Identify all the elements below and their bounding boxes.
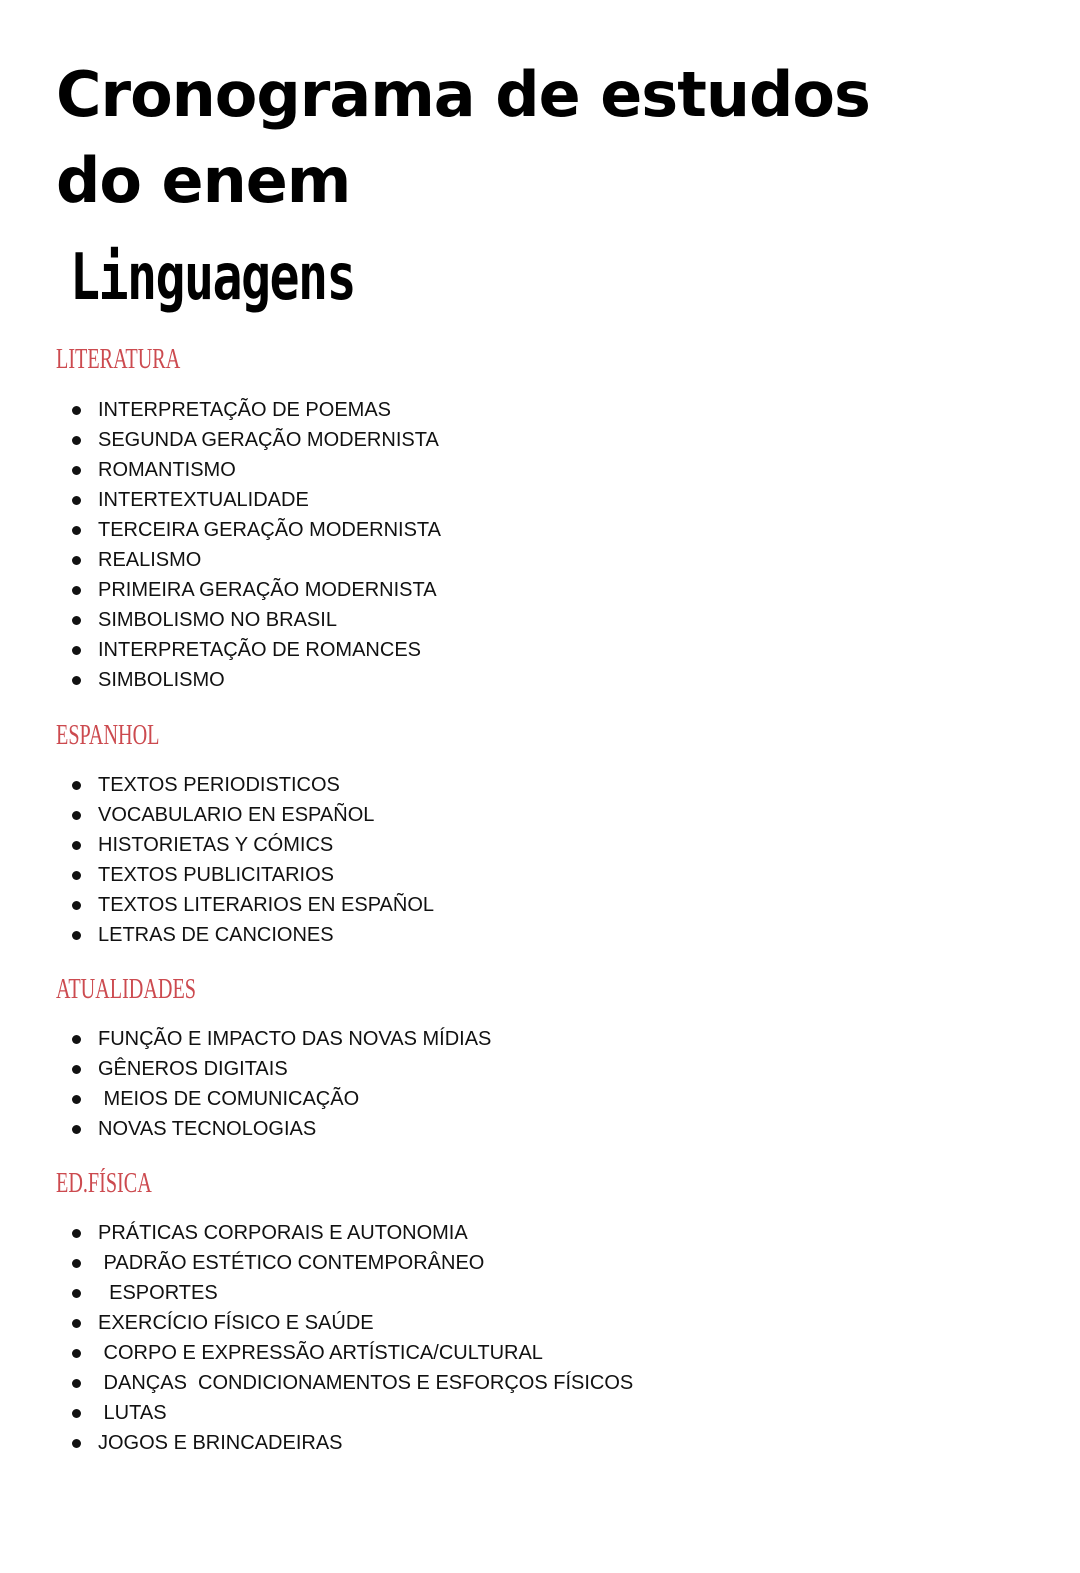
list-item: FUNÇÃO E IMPACTO DAS NOVAS MÍDIAS (0, 1024, 491, 1054)
list-item: PRIMEIRA GERAÇÃO MODERNISTA (0, 575, 441, 605)
list-item: SEGUNDA GERAÇÃO MODERNISTA (0, 425, 441, 455)
list-item: MEIOS DE COMUNICAÇÃO (0, 1084, 491, 1114)
list-item: HISTORIETAS Y CÓMICS (0, 830, 434, 860)
list-item: EXERCÍCIO FÍSICO E SAÚDE (0, 1308, 633, 1338)
list-item: TEXTOS PUBLICITARIOS (0, 860, 434, 890)
list-item: TERCEIRA GERAÇÃO MODERNISTA (0, 515, 441, 545)
list-item: JOGOS E BRINCADEIRAS (0, 1428, 633, 1458)
list-item: ROMANTISMO (0, 455, 441, 485)
list-item: LUTAS (0, 1398, 633, 1428)
section-heading-literatura: LITERATURA (56, 344, 181, 375)
list-item: TEXTOS LITERARIOS EN ESPAÑOL (0, 890, 434, 920)
list-item: CORPO E EXPRESSÃO ARTÍSTICA/CULTURAL (0, 1338, 633, 1368)
page-title: Cronograma de estudos do enem (56, 58, 870, 217)
topic-list-literatura (0, 395, 441, 695)
list-item: ESPORTES (0, 1278, 633, 1308)
list-item: REALISMO (0, 545, 441, 575)
topic-list-atualidades (0, 1024, 491, 1144)
list-item: TEXTOS PERIODISTICOS (0, 770, 434, 800)
list-item: INTERTEXTUALIDADE (0, 485, 441, 515)
list-item: VOCABULARIO EN ESPAÑOL (0, 800, 434, 830)
section-heading-atualidades: ATUALIDADES (56, 974, 196, 1005)
list-item: INTERPRETAÇÃO DE POEMAS (0, 395, 441, 425)
subject-title: Linguagens (70, 241, 355, 315)
section-heading-espanhol: ESPANHOL (56, 720, 160, 751)
list-item: NOVAS TECNOLOGIAS (0, 1114, 491, 1144)
list-item: LETRAS DE CANCIONES (0, 920, 434, 950)
topic-list-ed-fisica (0, 1218, 633, 1458)
list-item: INTERPRETAÇÃO DE ROMANCES (0, 635, 441, 665)
list-item: SIMBOLISMO NO BRASIL (0, 605, 441, 635)
topic-list-espanhol (0, 770, 434, 950)
list-item: GÊNEROS DIGITAIS (0, 1054, 491, 1084)
list-item: PADRÃO ESTÉTICO CONTEMPORÂNEO (0, 1248, 633, 1278)
list-item: PRÁTICAS CORPORAIS E AUTONOMIA (0, 1218, 633, 1248)
list-item: SIMBOLISMO (0, 665, 441, 695)
list-item: DANÇAS CONDICIONAMENTOS E ESFORÇOS FÍSICOS (0, 1368, 633, 1398)
section-heading-ed-fisica: ED.FÍSICA (56, 1168, 152, 1199)
